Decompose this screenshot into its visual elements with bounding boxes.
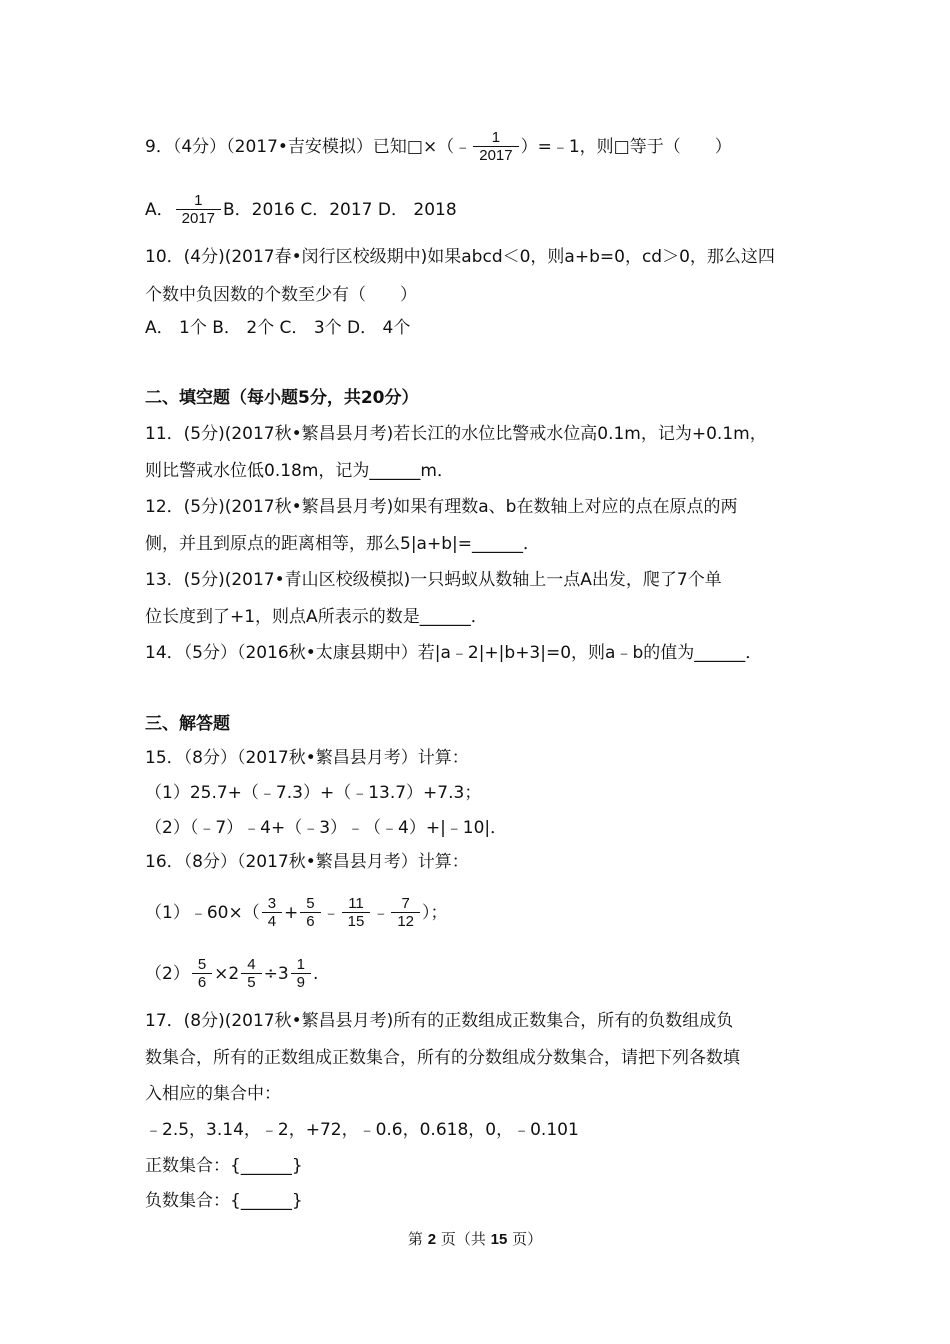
question-9-options: A． $\frac{1}{2017}$ B．2016 C．2017 D． 2018 (145, 192, 457, 227)
question-11-line2: 则比警戒水位低0.18m，记为______m． (145, 461, 454, 481)
fraction: $\frac{3}{4}$ (262, 896, 282, 930)
question-17-line3: 入相应的集合中： (145, 1084, 281, 1104)
section-2-title: 二、填空题（每小题5分，共20分） (145, 388, 419, 408)
section-3-title: 三、解答题 (145, 714, 230, 734)
question-9-text-a: 9．（4分）（2017•吉安模拟）已知□×（﹣ (145, 137, 472, 157)
fraction: $\frac{5}{6}$ (300, 896, 320, 930)
question-9-text-b: ）=﹣1，则□等于（ ） (520, 137, 732, 157)
fraction: $\frac{5}{6}$ (192, 957, 212, 991)
fraction: $\frac{11}{15}$ (342, 896, 371, 930)
question-12-line1: 12．(5分)(2017秋•繁昌县月考)如果有理数a、b在数轴上对应的点在原点的两 (145, 497, 738, 517)
question-9-line (145, 130, 732, 164)
question-17-numbers: ﹣2.5，3.14，﹣2，+72，﹣0.6，0.618，0，﹣0.101 (145, 1120, 579, 1140)
question-15-line1: 15．（8分）（2017秋•繁昌县月考）计算： (145, 748, 469, 768)
question-16-part1: （1）﹣60×（ $\frac{3}{4}$ + $\frac{5}{6}$ ﹣ $\frac{11}{15}$ ﹣ $\frac{7}{12}$ ）； (145, 895, 448, 930)
question-10-options: A． 1个 B． 2个 C． 3个 D． 4个 (145, 318, 411, 338)
question-16-line1: 16．（8分）（2017秋•繁昌县月考）计算： (145, 852, 469, 872)
question-14-line1: 14．（5分）（2016秋•太康县期中）若|a﹣2|+|b+3|=0，则a﹣b的值为______． (145, 643, 763, 663)
page-number: 2 (427, 1231, 437, 1248)
fraction: $\frac{1}{9}$ (291, 957, 311, 991)
question-10-line2: 个数中负因数的个数至少有（ ） (145, 285, 417, 305)
question-17-line2: 数集合，所有的正数组成正数集合，所有的分数组成分数集合，请把下列各数填 (145, 1048, 740, 1068)
question-12-line2: 侧，并且到原点的距离相等，那么5|a+b|=______． (145, 534, 540, 554)
question-11-line1: 11．(5分)(2017秋•繁昌县月考)若长江的水位比警戒水位高0.1m，记为+0.1m， (145, 424, 767, 444)
question-15-part1: （1）25.7+（﹣7.3）+（﹣13.7）+7.3； (145, 783, 482, 803)
question-10-line1: 10．(4分)(2017春•闵行区校级期中)如果abcd＜0，则a+b=0，cd＞0，那么这四 (145, 247, 775, 267)
fraction: $\frac{7}{12}$ (391, 896, 420, 930)
question-13-line1: 13．(5分)(2017•青山区校级模拟)一只蚂蚁从数轴上一点A出发，爬了7个单 (145, 570, 722, 590)
page-total: 15 (490, 1231, 508, 1248)
page-footer: 第 2 页（共 15 页） (407, 1230, 543, 1248)
question-13-line2: 位长度到了+1，则点A所表示的数是______． (145, 607, 488, 627)
fraction: $\frac{1}{2017}$ (176, 193, 221, 227)
fraction: $\frac{1}{2017}$ (473, 130, 518, 164)
fraction: $\frac{4}{5}$ (241, 957, 261, 991)
question-15-part2: （2）（﹣7）﹣4+（﹣3）﹣（﹣4）+|﹣10|． (145, 818, 508, 838)
question-16-part2: （2） $\frac{5}{6}$ ×2 $\frac{4}{5}$ ÷3 $\frac{1}{9}$ . (145, 956, 319, 991)
question-17-line1: 17．(8分)(2017秋•繁昌县月考)所有的正数组成正数集合，所有的负数组成负 (145, 1011, 734, 1031)
negative-set-line: 负数集合：{______} (145, 1191, 303, 1211)
positive-set-line: 正数集合：{______} (145, 1156, 303, 1176)
